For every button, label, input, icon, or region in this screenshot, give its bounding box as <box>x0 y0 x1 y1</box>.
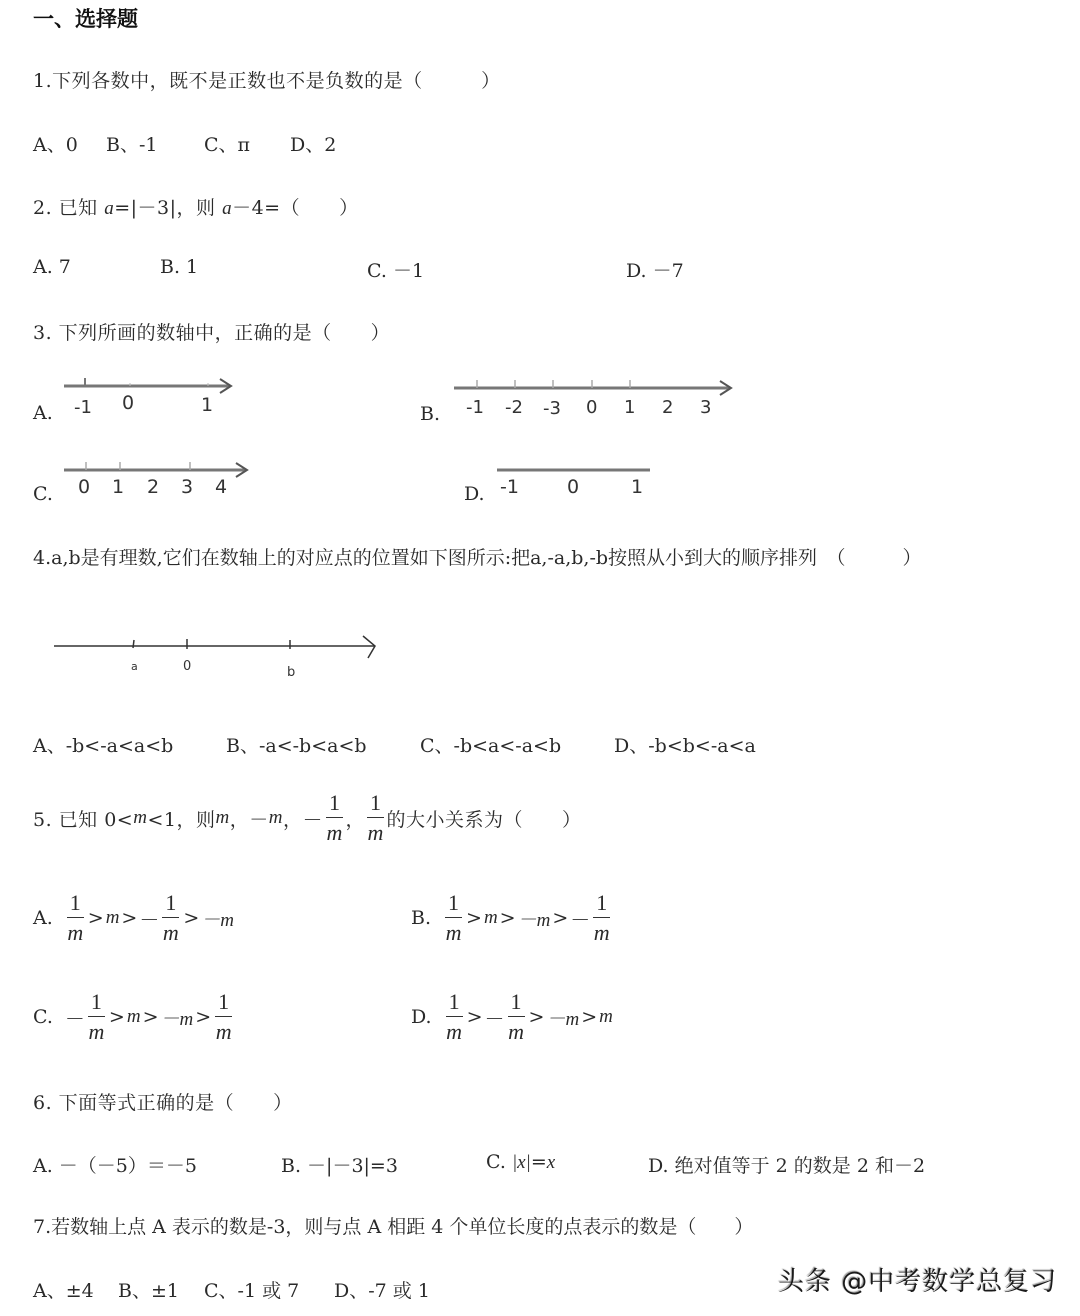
section-title: 一、选择题 <box>33 6 138 31</box>
q2-option-b: B. 1 <box>160 256 199 278</box>
q2-stem-mid: =|－3|，则 <box>114 197 223 219</box>
svg-text:1: 1 <box>112 476 125 498</box>
q5-var-m: m <box>133 807 148 828</box>
frac-den: m <box>445 920 462 945</box>
q5-stem-prefix: 5. 已知 0< <box>33 808 134 831</box>
q5-stem-suffix: 的大小关系为（ ） <box>386 808 582 831</box>
q4-option-d: D、-b<b<-a<a <box>614 735 756 757</box>
question-1-stem: 1.下列各数中，既不是正数也不是负数的是（ ） <box>33 70 501 92</box>
question-2-stem <box>33 193 359 220</box>
svg-text:0: 0 <box>78 476 91 498</box>
gt-sign: > <box>121 907 138 929</box>
gt-sign: > <box>466 907 482 929</box>
neg-sign: － <box>484 1006 505 1031</box>
svg-text:-3: -3 <box>543 398 561 419</box>
frac-num: 1 <box>326 792 344 818</box>
gt-sign: > <box>87 907 104 929</box>
q2-option-a: A. 7 <box>33 256 71 278</box>
q5-frac <box>365 792 387 844</box>
frac-den: m <box>593 920 610 945</box>
q1-option-a: A、0 <box>33 134 78 156</box>
gt-sign: > <box>581 1006 598 1028</box>
frac-den: m <box>67 920 84 945</box>
var-m: m <box>105 907 120 928</box>
svg-text:-2: -2 <box>505 397 523 418</box>
minus-m: －m <box>160 1008 194 1030</box>
svg-text:3: 3 <box>700 397 712 418</box>
q4-label-a: a <box>131 660 138 673</box>
q7-option-a: A、±4 <box>33 1280 94 1302</box>
question-6-stem: 6. 下面等式正确的是（ ） <box>33 1092 293 1114</box>
q5-stem-lt1: <1，则 <box>147 808 216 831</box>
q5-neg-frac <box>302 792 345 844</box>
svg-text:4: 4 <box>215 476 228 498</box>
q3-number-line-a <box>60 376 240 420</box>
frac-den: m <box>508 1019 524 1044</box>
q3-option-a-label: A. <box>33 402 53 424</box>
neg-sign: － <box>139 907 160 932</box>
q6-option-d: D. 绝对值等于 2 的数是 2 和－2 <box>648 1155 926 1177</box>
gt-sign: > <box>528 1006 545 1028</box>
minus-m: －m <box>546 1008 580 1030</box>
frac-num: 1 <box>445 892 462 918</box>
question-4-stem: 4.a,b是有理数,它们在数轴上的对应点的位置如下图所示:把a,-a,b,-b按照从小到大的顺序排列 （ ） <box>33 547 922 569</box>
q4-option-b: B、-a<-b<a<b <box>226 735 367 757</box>
q4-label-b: b <box>287 665 296 680</box>
svg-text:2: 2 <box>662 397 674 418</box>
var-m: m <box>126 1006 141 1027</box>
svg-text:0: 0 <box>122 392 135 414</box>
q5-var-m3: m <box>268 807 283 828</box>
q5-option-a-label: A. <box>33 907 53 929</box>
q3-option-b-label: B. <box>420 403 441 425</box>
frac-num: 1 <box>593 892 610 918</box>
minus-m: －m <box>517 909 551 931</box>
q2-option-c: C. －1 <box>367 260 425 282</box>
gt-sign: > <box>552 907 569 929</box>
frac-num: 1 <box>508 991 525 1017</box>
gt-sign: > <box>108 1006 125 1028</box>
question-3-stem: 3. 下列所画的数轴中，正确的是（ ） <box>33 322 391 344</box>
q1-option-c: C、π <box>204 134 251 156</box>
q3-number-line-b <box>450 376 740 420</box>
q5-option-d-label: D. <box>411 1006 432 1028</box>
q3-option-d-label: D. <box>464 483 485 505</box>
svg-text:1: 1 <box>201 394 214 416</box>
gt-sign: > <box>466 1006 483 1028</box>
q2-var-a: a <box>104 198 115 219</box>
q3-option-c-label: C. <box>33 483 53 505</box>
svg-text:2: 2 <box>147 476 160 498</box>
q5-option-b-label: B. <box>411 907 432 929</box>
q2-var-a2: a <box>222 198 233 219</box>
frac-num: 1 <box>67 892 84 918</box>
frac-den: m <box>88 1019 105 1044</box>
q1-option-b: B、-1 <box>106 134 158 156</box>
question-5-stem <box>33 792 582 844</box>
neg-sign: － <box>570 907 591 932</box>
q6-option-c <box>486 1151 555 1174</box>
neg-sign: － <box>302 807 323 832</box>
q3-number-line-c <box>60 458 260 502</box>
var-m: m <box>483 907 498 928</box>
equals-sign: = <box>530 1151 547 1173</box>
gt-sign: > <box>183 907 200 929</box>
q7-option-b: B、±1 <box>118 1280 179 1302</box>
frac-num: 1 <box>215 991 232 1017</box>
svg-text:0: 0 <box>567 476 580 498</box>
frac-den: m <box>215 1019 232 1044</box>
minus-m: －m <box>201 909 234 931</box>
frac-num: 1 <box>162 892 179 918</box>
frac-den: m <box>367 820 384 845</box>
q5-stem-list1: ，－ <box>229 808 269 831</box>
q5-comma: ， <box>282 808 303 831</box>
frac-num: 1 <box>446 991 463 1017</box>
q3-number-line-d <box>492 460 662 500</box>
q6-option-c-label: C. <box>486 1151 512 1173</box>
svg-text:-1: -1 <box>500 476 519 498</box>
svg-text:-1: -1 <box>74 397 92 418</box>
q5-option-d <box>411 991 613 1043</box>
q4-option-a: A、-b<-a<a<b <box>33 735 174 757</box>
q7-option-d: D、-7 或 1 <box>334 1280 430 1302</box>
abs-x: |x| <box>511 1152 531 1173</box>
gt-sign: > <box>195 1006 212 1028</box>
svg-text:3: 3 <box>181 476 194 498</box>
frac-num: 1 <box>367 792 385 818</box>
q5-comma2: ， <box>345 808 365 831</box>
var-m: m <box>599 1006 613 1027</box>
q6-option-a: A. －（－5）＝－5 <box>33 1155 197 1177</box>
q5-option-b <box>411 892 612 944</box>
q4-label-zero: 0 <box>183 659 192 674</box>
watermark: 头条 @中考数学总复习 <box>778 1267 1058 1297</box>
neg-sign: － <box>64 1006 85 1031</box>
q5-option-c-label: C. <box>33 1006 53 1028</box>
frac-num: 1 <box>88 991 105 1017</box>
q5-option-a <box>33 892 234 944</box>
q2-stem-prefix: 2. 已知 <box>33 197 105 219</box>
gt-sign: > <box>499 907 516 929</box>
q5-var-m2: m <box>215 807 230 828</box>
q7-option-c: C、-1 或 7 <box>204 1280 300 1302</box>
q1-option-d: D、2 <box>290 134 337 156</box>
q2-stem-suffix: －4=（ ） <box>232 197 359 219</box>
q4-option-c: C、-b<a<-a<b <box>420 735 562 757</box>
svg-text:1: 1 <box>624 397 636 418</box>
svg-text:0: 0 <box>586 397 598 418</box>
q4-number-line-figure <box>50 628 390 688</box>
svg-text:-1: -1 <box>466 397 484 418</box>
gt-sign: > <box>142 1006 159 1028</box>
svg-text:1: 1 <box>631 476 644 498</box>
frac-den: m <box>162 920 179 945</box>
frac-den: m <box>326 820 343 845</box>
q6-option-b: B. －|－3|=3 <box>281 1155 398 1177</box>
frac-den: m <box>446 1019 463 1044</box>
var-x: x <box>546 1152 556 1173</box>
q2-option-d: D. －7 <box>626 260 684 282</box>
question-7-stem: 7.若数轴上点 A 表示的数是-3，则与点 A 相距 4 个单位长度的点表示的数是（ ） <box>33 1216 754 1238</box>
q5-option-c <box>33 991 234 1043</box>
